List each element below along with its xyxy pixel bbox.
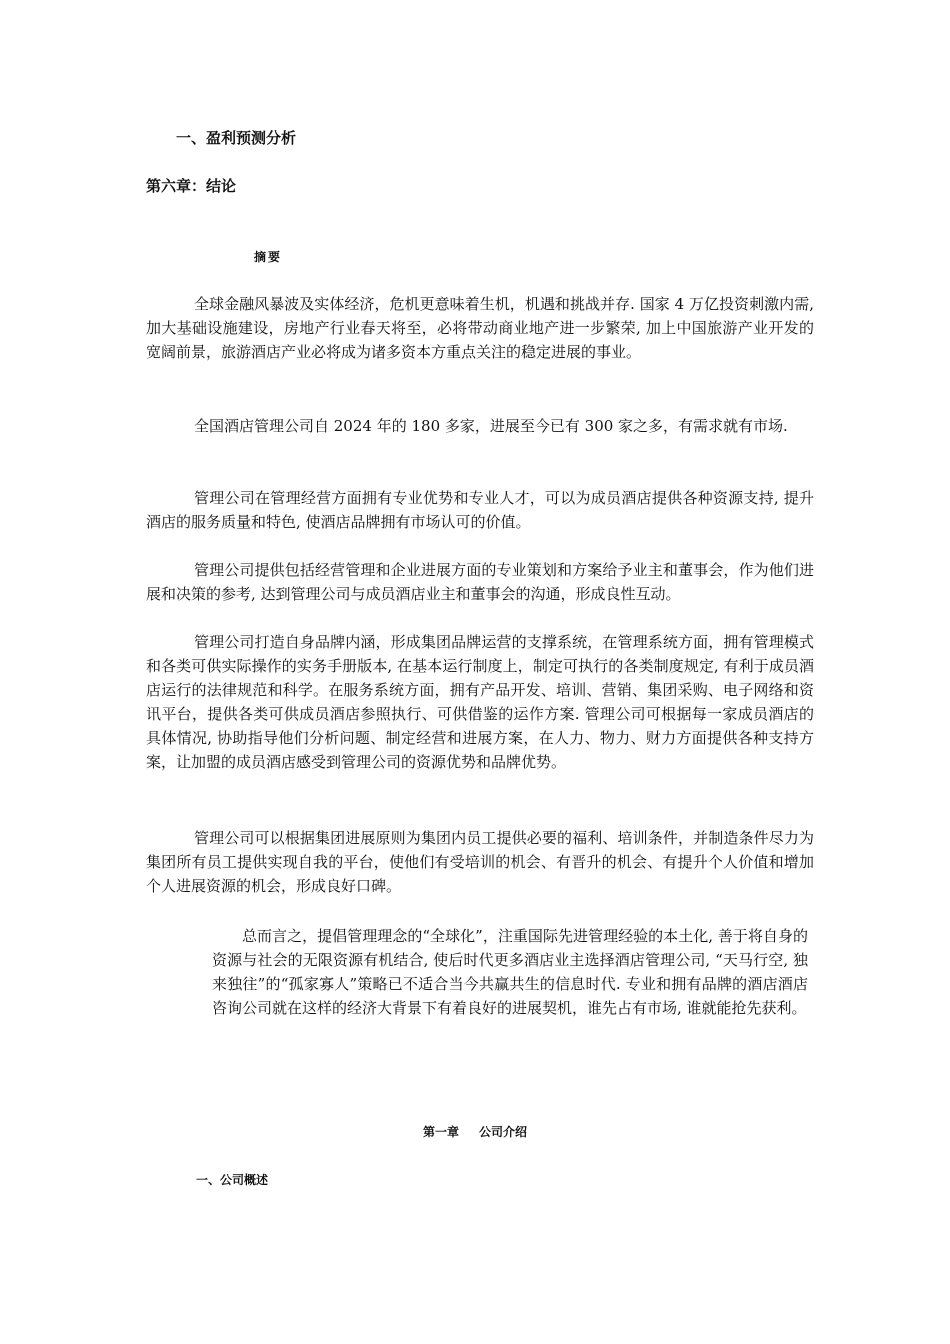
paragraph-5: 管理公司打造自身品牌内涵，形成集团品牌运营的支撑系统，在管理系统方面，拥有管理模式和各类可供实际操作的实务手册版本, 在基本运行制度上，制定可执行的各类制度规定, 有利于成员酒店运行的法律规范和科学。在服务系统方面，拥有产品开发、培训、营销、集团采购、电子网络和资讯平台，提供各类可供成员酒店参照执行、可供借鉴的运作方案. 管理公司可根据每一家成员酒店的具体情况, 协助指导他们分析问题、制定经营和进展方案，在人力、物力、财力方面提供各种支持方案，让加盟的成员酒店感受到管理公司的资源优势和品牌优势。: [146, 633, 814, 771]
abstract-heading: 摘要: [254, 250, 283, 264]
summary-paragraph: 总而言之，提倡管理理念的“全球化”，注重国际先进管理经验的本土化, 善于将自身的资源与社会的无限资源有机结合, 使后时代更多酒店业主选择酒店管理公司, “天马行空, 独来独往”的“孤家寡人”策略已不适合当今共赢共生的信息时代. 专业和拥有品牌的酒店酒店咨询公司就在这样的经济大背景下有着良好的进展契机，谁先占有市场, 谁就能抢先获利。: [212, 927, 808, 1017]
chapter-one-number: 第一章: [422, 1125, 459, 1139]
paragraph-4: 管理公司提供包括经营管理和企业进展方面的专业策划和方案给予业主和董事会，作为他们进展和决策的参考, 达到管理公司与成员酒店业主和董事会的沟通，形成良性互动。: [146, 561, 814, 603]
paragraph-2: 全国酒店管理公司自 2024 年的 180 多家，进展至今已有 300 家之多，有需求就有市场.: [194, 417, 788, 435]
chapter-one-name: 公司介绍: [479, 1125, 528, 1139]
chapter-six-heading: 第六章：结论: [146, 177, 237, 195]
company-overview-heading: 一、公司概述: [196, 1173, 269, 1187]
paragraph-3: 管理公司在管理经营方面拥有专业优势和专业人才，可以为成员酒店提供各种资源支持, 提升酒店的服务质量和特色, 使酒店品牌拥有市场认可的价值。: [146, 489, 814, 531]
profit-forecast-heading: 一、盈利预测分析: [176, 129, 297, 147]
chapter-one-title: [0, 1124, 950, 1140]
paragraph-6: 管理公司可以根据集团进展原则为集团内员工提供必要的福利、培训条件，并制造条件尽力为集团所有员工提供实现自我的平台，使他们有受培训的机会、有晋升的机会、有提升个人价值和增加个人进展资源的机会，形成良好口碑。: [146, 829, 814, 895]
paragraph-1: 全球金融风暴波及实体经济，危机更意味着生机，机遇和挑战并存. 国家 4 万亿投资刺激内需, 加大基础设施建设，房地产行业春天将至，必将带动商业地产进一步繁荣, 加上中国旅游产业开发的宽阔前景，旅游酒店产业必将成为诸多资本方重点关注的稳定进展的事业。: [146, 295, 814, 361]
